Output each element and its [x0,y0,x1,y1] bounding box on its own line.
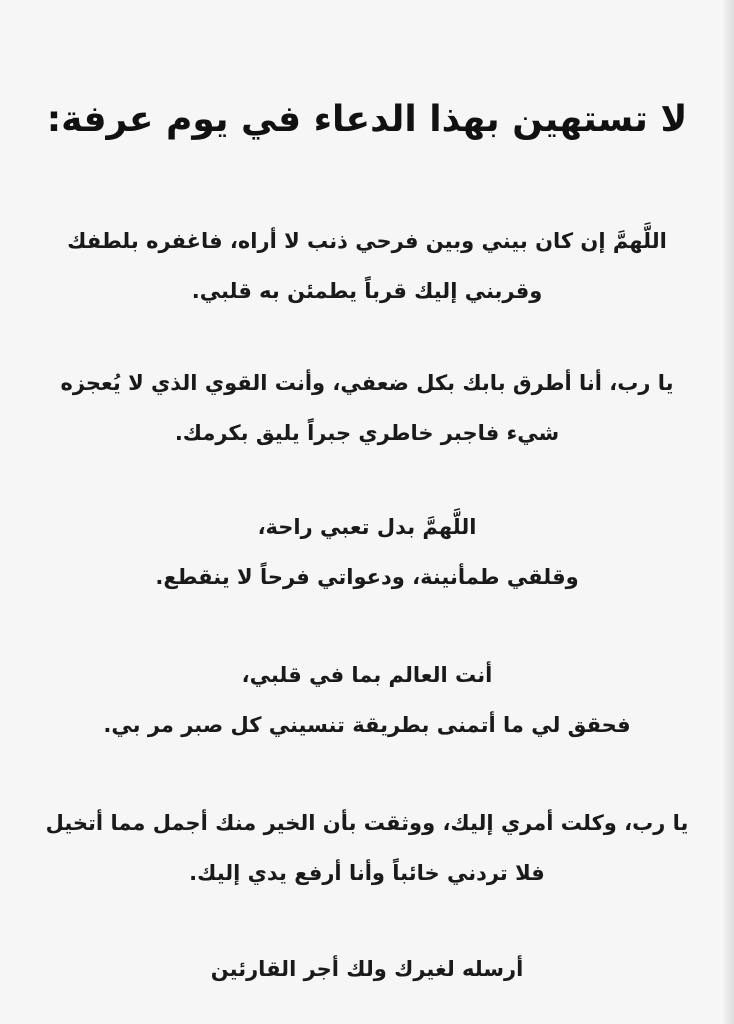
prayer-paragraph-1 [24,216,710,316]
page-title: لا تستهين بهذا الدعاء في يوم عرفة: [46,99,688,140]
paragraph-line: أنت العالم بما في قلبي، [241,663,493,687]
paragraph-line: اللَّهمَّ بدل تعبي راحة، [257,515,477,539]
prayer-paragraph-3 [24,502,710,602]
paragraph-line: وقلقي طمأنينة، ودعواتي فرحاً لا ينقطع. [155,565,579,589]
paragraph-line: وقربني إليك قرباً يطمئن به قلبي. [191,279,543,303]
paragraph-line: اللَّهمَّ إن كان بيني وبين فرحي ذنب لا أراه، فاغفره بلطفك [67,229,667,253]
prayer-paragraph-4 [24,650,710,750]
closing-note [24,944,710,994]
prayer-paragraph-2 [24,358,710,458]
paragraph-line: فلا تردني خائباً وأنا أرفع يدي إليك. [189,861,545,885]
paragraph-line: أرسله لغيرك ولك أجر القارئين [210,957,524,981]
page-edge-shadow [722,0,734,1024]
paragraph-line: يا رب، وكلت أمري إليك، ووثقت بأن الخير منك أجمل مما أتخيل [45,811,689,835]
paragraph-line: شيء فاجبر خاطري جبراً يليق بكرمك. [174,421,560,445]
paragraph-line: فحقق لي ما أتمنى بطريقة تنسيني كل صبر مر بي. [103,713,631,737]
prayer-paragraph-5 [24,798,710,898]
paragraph-line: يا رب، أنا أطرق بابك بكل ضعفي، وأنت القوي الذي لا يُعجزه [60,371,674,395]
